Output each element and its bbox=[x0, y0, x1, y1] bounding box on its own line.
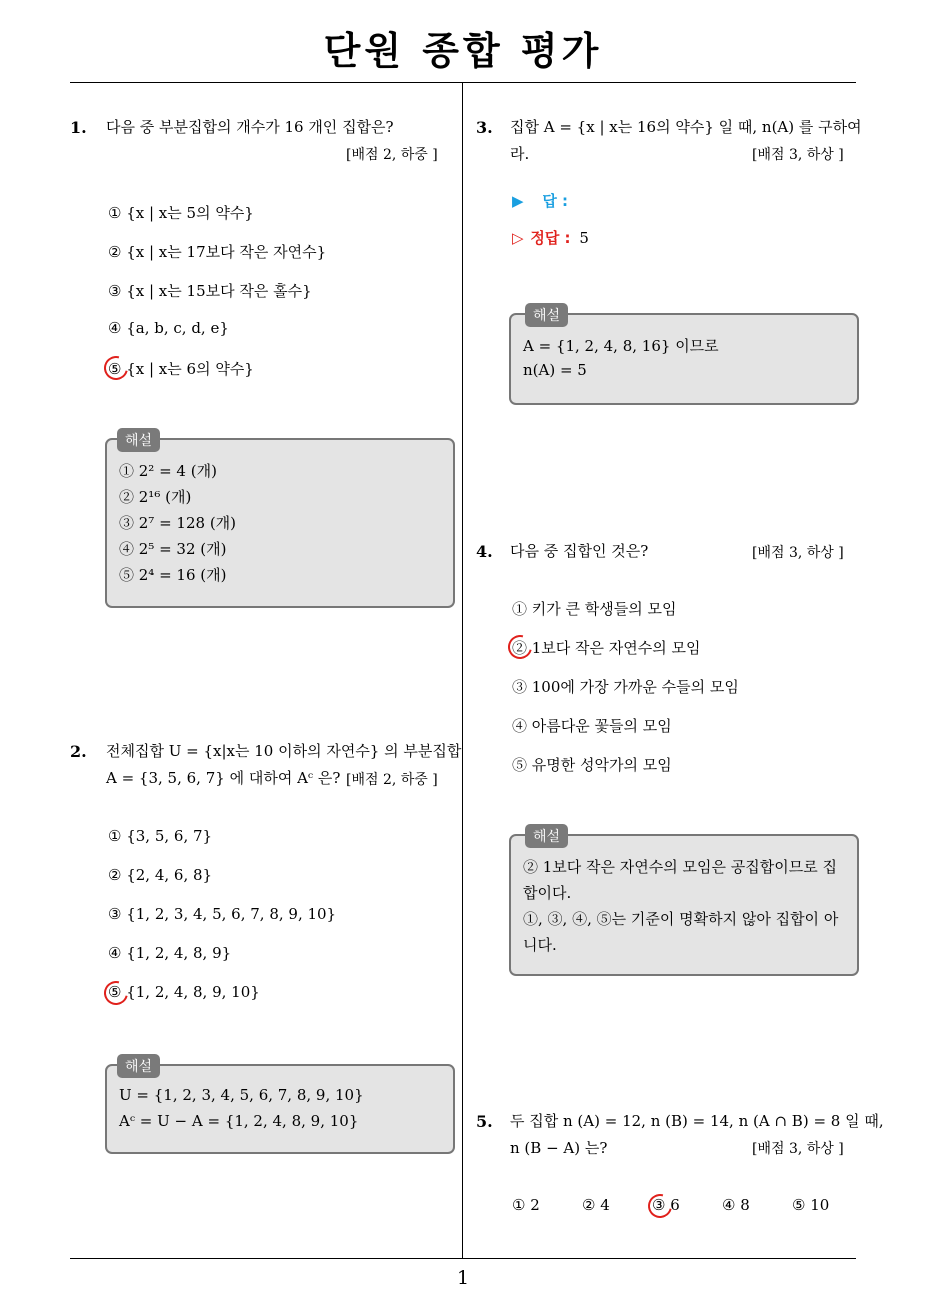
answer-input-row[interactable] bbox=[512, 190, 568, 211]
explanation-line: 니다. bbox=[523, 936, 557, 954]
question-number: 3. bbox=[476, 118, 493, 137]
explanation-line: n(A) = 5 bbox=[523, 361, 587, 379]
question-text: 다음 중 부분집합의 개수가 16 개인 집합은? bbox=[106, 118, 394, 136]
question-number: 2. bbox=[70, 742, 87, 761]
option-1[interactable]: ① 키가 큰 학생들의 모임 bbox=[512, 600, 677, 618]
correct-answer-value: 5 bbox=[579, 229, 589, 247]
option-2[interactable]: ② {x | x는 17보다 작은 자연수} bbox=[108, 243, 327, 261]
explanation-box bbox=[105, 433, 455, 608]
header-divider bbox=[70, 82, 856, 83]
option-1[interactable]: ① 2 bbox=[512, 1196, 540, 1214]
option-4[interactable]: ④ {1, 2, 4, 8, 9} bbox=[108, 944, 232, 962]
page-title: 단원 종합 평가 bbox=[323, 29, 603, 73]
question-text-line1: 두 집합 n (A) = 12, n (B) = 14, n (A ∩ B) = 8 일 때, bbox=[510, 1112, 884, 1130]
explanation-line: 합이다. bbox=[523, 884, 572, 902]
question-text: 다음 중 집합인 것은? bbox=[510, 542, 649, 560]
explanation-line: ④ 2⁵ = 32 (개) bbox=[119, 540, 227, 558]
explanation-line: U = {1, 2, 3, 4, 5, 6, 7, 8, 9, 10} bbox=[119, 1086, 364, 1104]
option-3[interactable]: ③ {1, 2, 3, 4, 5, 6, 7, 8, 9, 10} bbox=[108, 905, 337, 923]
option-5[interactable]: ⑤ {x | x는 6의 약수} bbox=[108, 360, 254, 378]
option-4[interactable]: ④ 8 bbox=[722, 1196, 750, 1214]
explanation-line: ① 2² = 4 (개) bbox=[119, 462, 217, 480]
explanation-tab: 해설 bbox=[525, 824, 568, 848]
explanation-line: ⑤ 2⁴ = 16 (개) bbox=[119, 566, 227, 584]
column-divider bbox=[462, 82, 463, 1258]
explanation-tab: 해설 bbox=[117, 1054, 160, 1078]
question-text-line1: 집합 A = {x | x는 16의 약수} 일 때, n(A) 를 구하여 bbox=[510, 118, 862, 136]
option-3[interactable]: ③ 6 bbox=[652, 1196, 680, 1214]
explanation-box bbox=[509, 829, 859, 976]
option-2[interactable]: ② 1보다 작은 자연수의 모임 bbox=[512, 639, 701, 657]
question-meta: [배점 2, 하중 ] bbox=[346, 147, 438, 163]
question-meta: [배점 3, 하상 ] bbox=[752, 545, 844, 561]
explanation-line: ② 1보다 작은 자연수의 모임은 공집합이므로 집 bbox=[523, 858, 837, 876]
option-3[interactable]: ③ 100에 가장 가까운 수들의 모임 bbox=[512, 678, 739, 696]
question-text-line2: A = {3, 5, 6, 7} 에 대하여 Aᶜ 은? bbox=[106, 769, 341, 787]
question-number: 4. bbox=[476, 542, 493, 561]
answer-label: 답 : bbox=[542, 192, 569, 210]
question-meta: [배점 3, 하상 ] bbox=[752, 147, 844, 163]
footer-divider bbox=[70, 1258, 856, 1259]
explanation-tab: 해설 bbox=[525, 303, 568, 327]
question-text-line1: 전체집합 U = {x|x는 10 이하의 자연수} 의 부분집합 bbox=[106, 742, 462, 760]
explanation-tab: 해설 bbox=[117, 428, 160, 452]
explanation-line: ② 2¹⁶ (개) bbox=[119, 488, 192, 506]
play-arrow-icon: ▶ bbox=[512, 192, 524, 210]
question-number: 5. bbox=[476, 1112, 493, 1131]
option-4[interactable]: ④ 아름다운 꽃들의 모임 bbox=[512, 717, 672, 735]
question-meta: [배점 3, 하상 ] bbox=[752, 1141, 844, 1157]
outline-arrow-icon: ▷ bbox=[512, 229, 524, 247]
option-1[interactable]: ① {x | x는 5의 약수} bbox=[108, 204, 254, 222]
explanation-line: Aᶜ = U − A = {1, 2, 4, 8, 9, 10} bbox=[119, 1112, 359, 1130]
question-meta: [배점 2, 하중 ] bbox=[346, 772, 438, 788]
correct-answer-row bbox=[512, 227, 589, 248]
explanation-line: A = {1, 2, 4, 8, 16} 이므로 bbox=[523, 337, 719, 355]
explanation-box bbox=[509, 308, 859, 405]
option-5[interactable]: ⑤ 10 bbox=[792, 1196, 830, 1214]
explanation-line: ①, ③, ④, ⑤는 기준이 명확하지 않아 집합이 아 bbox=[523, 910, 839, 928]
correct-answer-label: 정답 : bbox=[530, 229, 571, 247]
explanation-box bbox=[105, 1059, 455, 1154]
option-5[interactable]: ⑤ 유명한 성악가의 모임 bbox=[512, 756, 672, 774]
page-number: 1 bbox=[456, 1267, 470, 1289]
option-3[interactable]: ③ {x | x는 15보다 작은 홀수} bbox=[108, 282, 312, 300]
explanation-line: ③ 2⁷ = 128 (개) bbox=[119, 514, 237, 532]
option-2[interactable]: ② 4 bbox=[582, 1196, 610, 1214]
option-1[interactable]: ① {3, 5, 6, 7} bbox=[108, 827, 213, 845]
question-number: 1. bbox=[70, 118, 87, 137]
option-5[interactable]: ⑤ {1, 2, 4, 8, 9, 10} bbox=[108, 983, 260, 1001]
question-text-line2: n (B − A) 는? bbox=[510, 1139, 608, 1157]
option-2[interactable]: ② {2, 4, 6, 8} bbox=[108, 866, 213, 884]
option-4[interactable]: ④ {a, b, c, d, e} bbox=[108, 319, 229, 337]
question-text-line2: 라. bbox=[510, 145, 530, 163]
